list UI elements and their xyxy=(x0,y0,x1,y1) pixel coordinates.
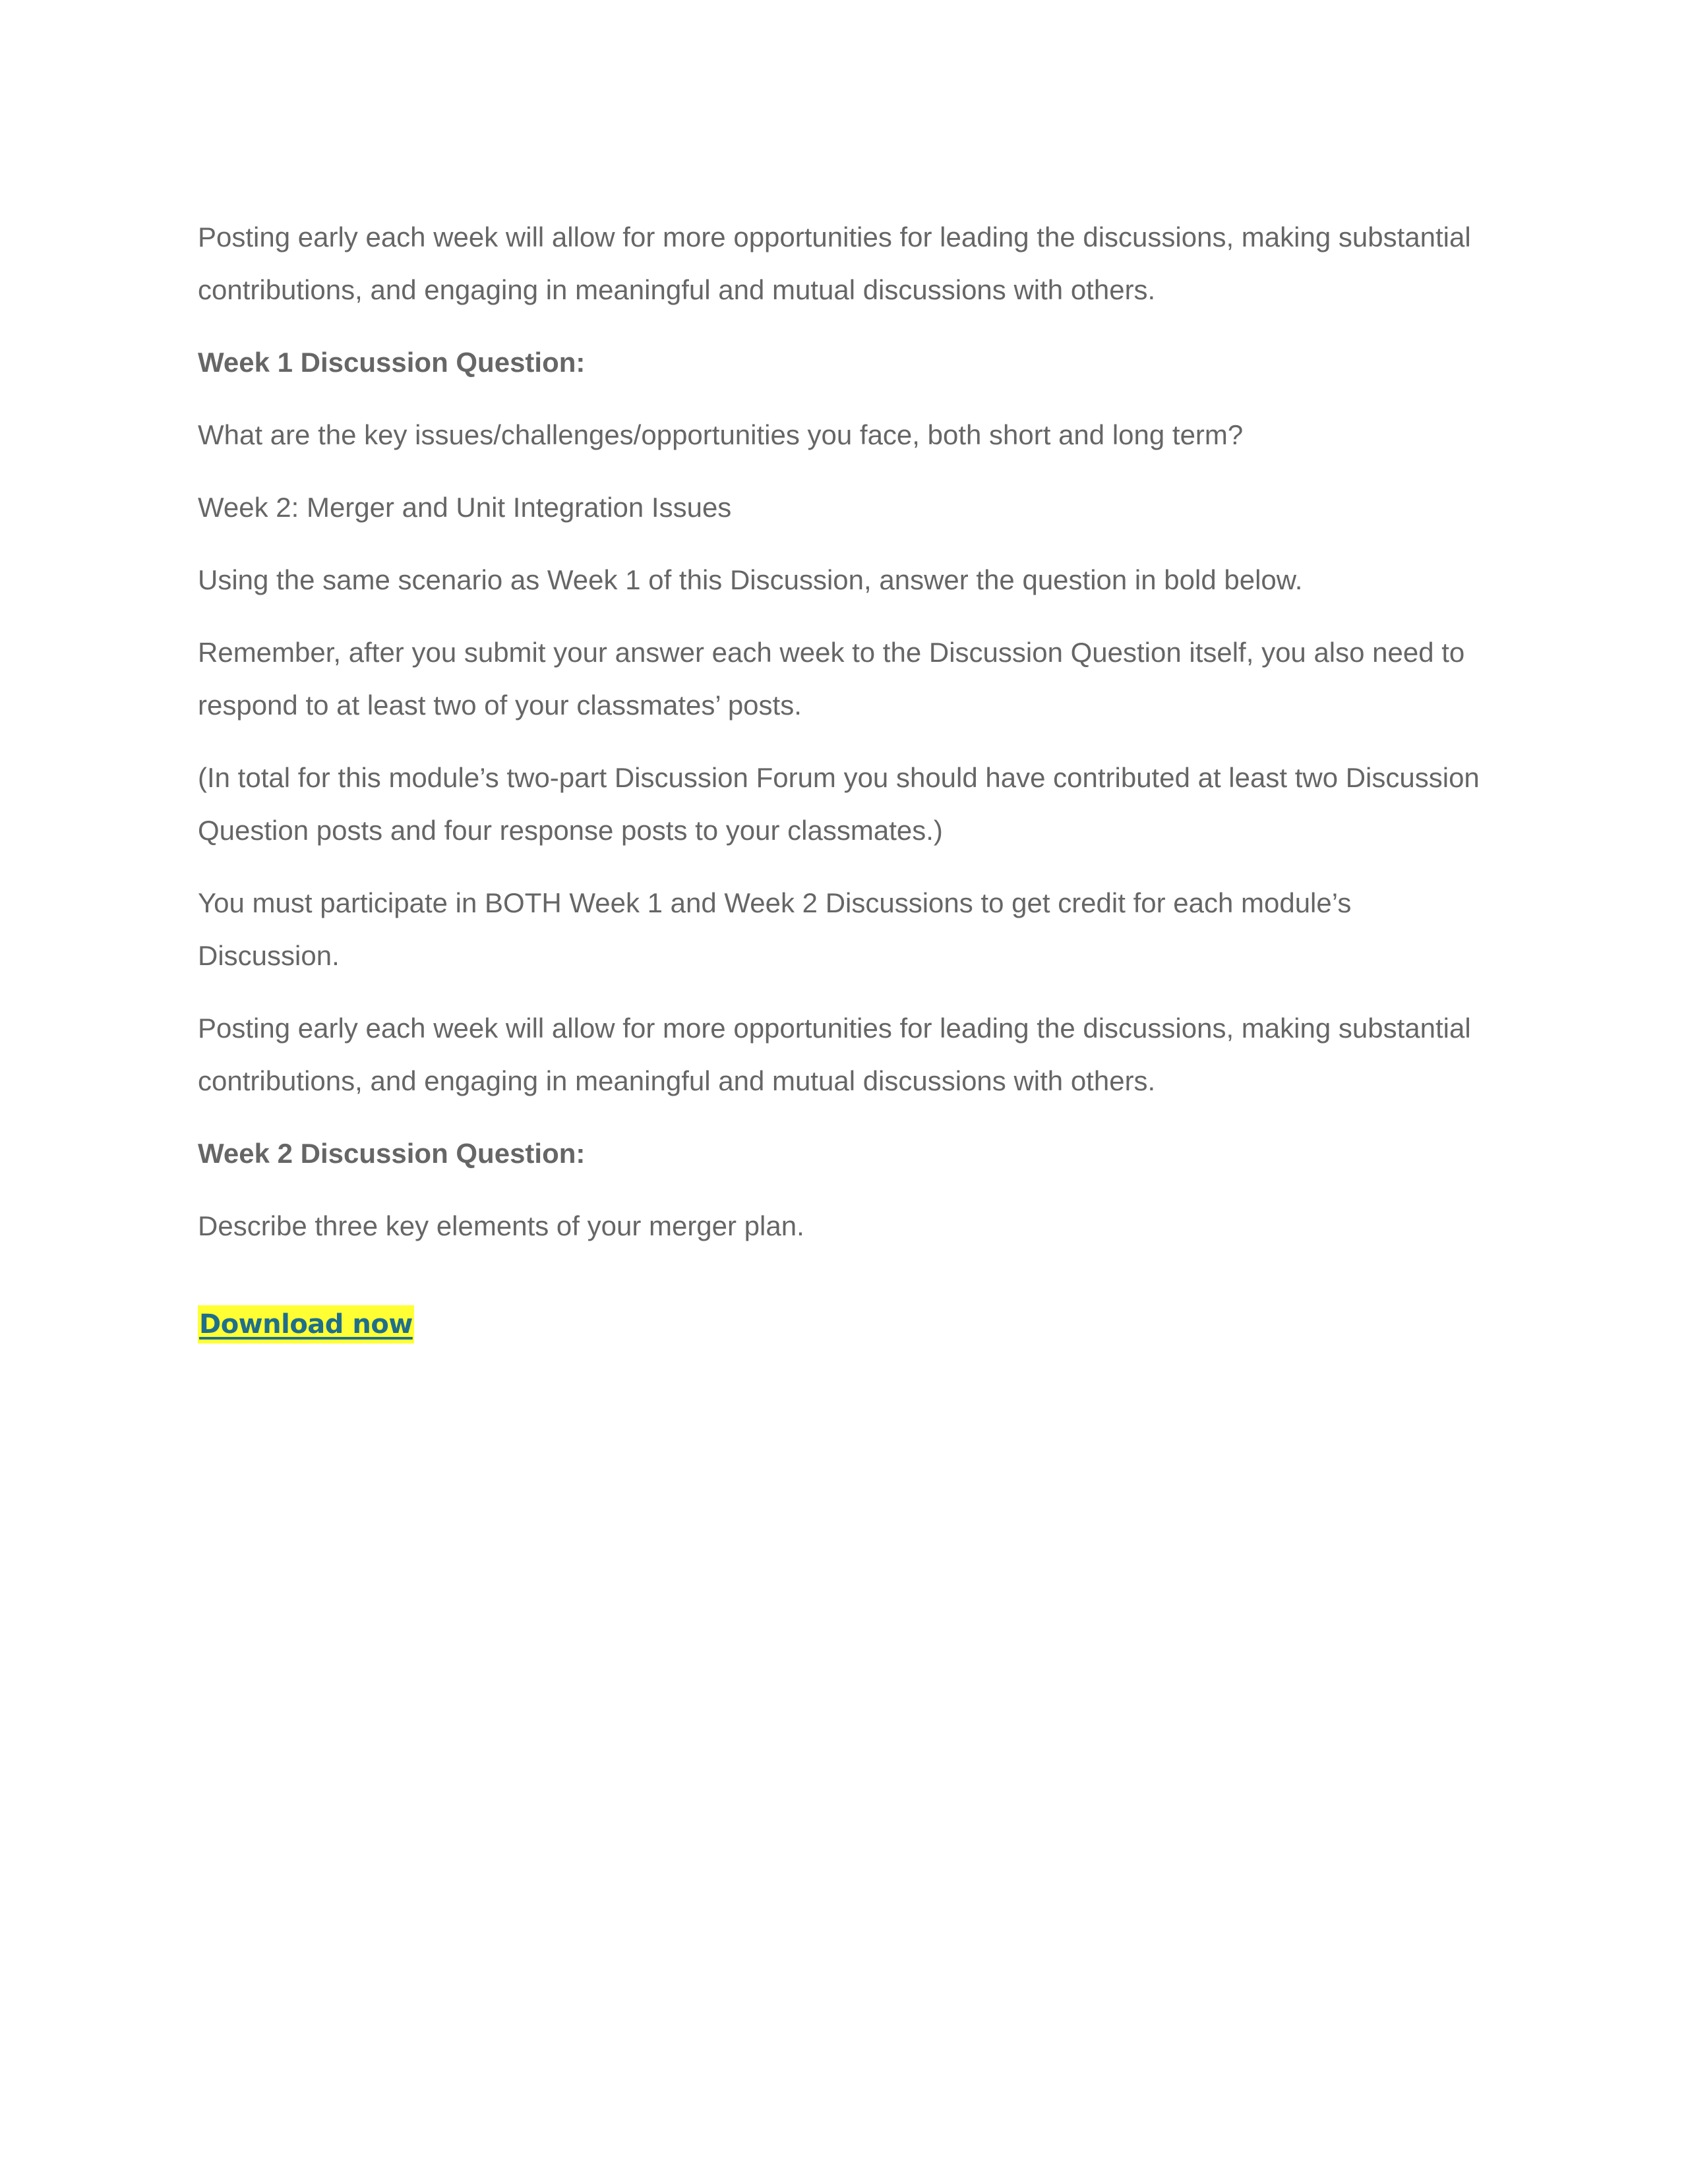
paragraph-week-2-title: Week 2: Merger and Unit Integration Issues xyxy=(198,492,732,523)
paragraph-posting-early-2: Posting early each week will allow for more opportunities for leading the discussions, making substantial contributions, and engaging in meaningful and mutual discussions with others. xyxy=(198,1013,1471,1096)
heading-week-2-question: Week 2 Discussion Question: xyxy=(198,1138,586,1169)
paragraph-week-2-question: Describe three key elements of your merger plan. xyxy=(198,1210,804,1241)
download-now-link[interactable]: Download now xyxy=(198,1305,414,1343)
paragraph-participate: You must participate in BOTH Week 1 and Week 2 Discussions to get credit for each module’s Discussion. xyxy=(198,887,1352,971)
document-body xyxy=(198,211,1490,1343)
paragraph-in-total: (In total for this module’s two-part Discussion Forum you should have contributed at least two Discussion Question posts and four response posts to your classmates.) xyxy=(198,762,1480,846)
heading-week-1-question: Week 1 Discussion Question: xyxy=(198,347,586,378)
paragraph-same-scenario: Using the same scenario as Week 1 of this Discussion, answer the question in bold below. xyxy=(198,564,1303,595)
paragraph-posting-early-1: Posting early each week will allow for more opportunities for leading the discussions, making substantial contributions, and engaging in meaningful and mutual discussions with others. xyxy=(198,221,1471,305)
download-section xyxy=(198,1304,1490,1343)
paragraph-week-1-question: What are the key issues/challenges/opportunities you face, both short and long term? xyxy=(198,419,1244,450)
paragraph-remember: Remember, after you submit your answer each week to the Discussion Question itself, you also need to respond to at least two of your classmates’ posts. xyxy=(198,637,1465,721)
